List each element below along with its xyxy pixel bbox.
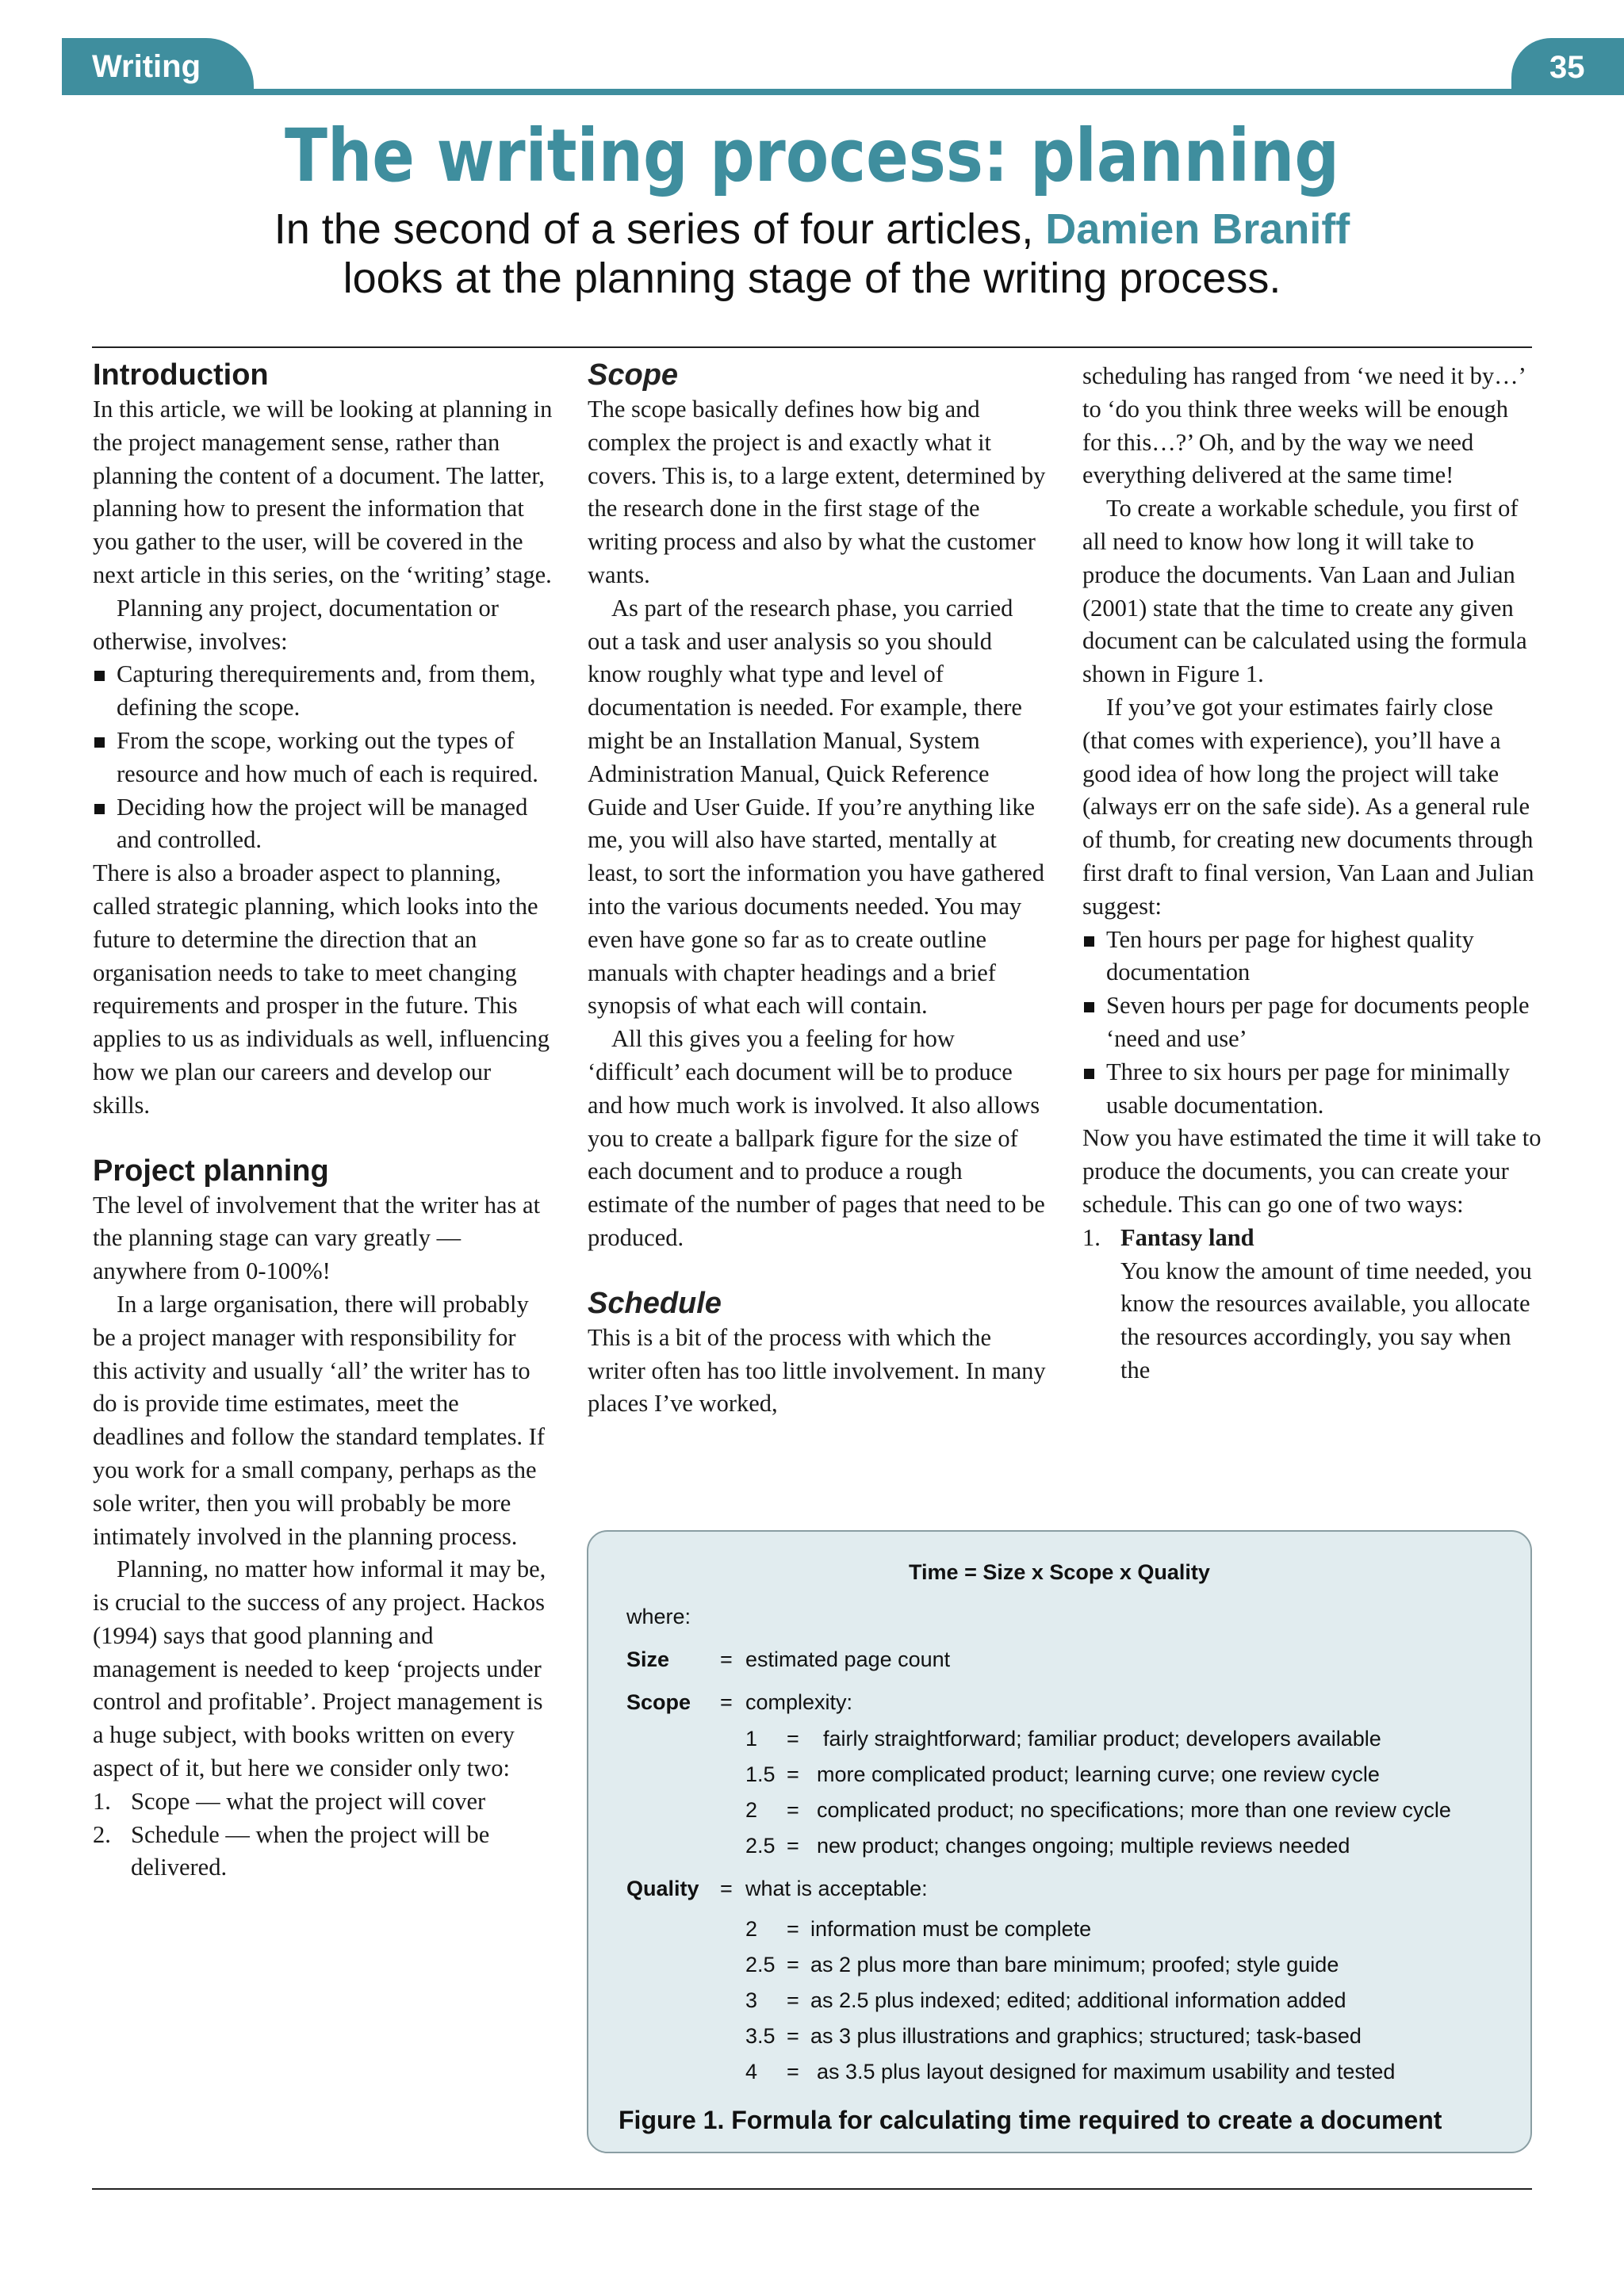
paragraph: There is also a broader aspect to planning, called strategic planning, which looks into the future to determine the direction that an organisation needs to take to meet changing requirements and prosper in the future. This applies to us as individuals as well, influencing how we plan our careers and develop our skills. bbox=[93, 859, 550, 1119]
paragraph: Now you have estimated the time it will take to produce the documents, you can create your schedule. This can go one of two ways: bbox=[1082, 1124, 1542, 1218]
equals-sign: = bbox=[720, 1877, 733, 1900]
quality-description: information must be complete bbox=[810, 1917, 1092, 1941]
numbered-list bbox=[93, 1785, 553, 1885]
scope-value: 1.5 bbox=[745, 1762, 776, 1786]
bullet-list bbox=[93, 658, 553, 857]
list-item: 1. Fantasy land You know the amount of time needed, you know the resources available, you allocate the resources accordingly, you say when the bbox=[1082, 1222, 1542, 1387]
top-rule bbox=[92, 346, 1532, 348]
list-item: Deciding how the project will be managed and controlled. bbox=[93, 791, 553, 858]
scope-label: Scope bbox=[626, 1690, 691, 1714]
quality-value: 3.5 bbox=[745, 2024, 776, 2048]
scope-value: 2 bbox=[745, 1798, 758, 1822]
standfirst-text: In the second of a series of four articles, bbox=[274, 205, 1046, 253]
size-label: Size bbox=[626, 1647, 670, 1671]
introduction-heading: Introduction bbox=[93, 358, 269, 392]
list-item-title: Fantasy land bbox=[1120, 1223, 1254, 1251]
column-1 bbox=[93, 357, 553, 1885]
project-planning-heading: Project planning bbox=[93, 1154, 329, 1188]
scope-description: more complicated product; learning curve; one review cycle bbox=[817, 1762, 1380, 1786]
equals-sign: = bbox=[720, 1690, 733, 1714]
list-item: 1. Scope — what the project will cover bbox=[93, 1787, 486, 1815]
paragraph: In this article, we will be looking at planning in the project management sense, rather than planning the content of a document. The latter, planning how to present the information that you gather to the user, will be covered in the next article in this series, on the ‘writing’ stage. bbox=[93, 396, 553, 588]
quality-definition: what is acceptable: bbox=[745, 1877, 928, 1900]
equals-sign: = bbox=[787, 1727, 799, 1751]
column-2 bbox=[588, 357, 1048, 1421]
figure-caption: Figure 1. Formula for calculating time required to create a document bbox=[619, 2106, 1442, 2134]
paragraph: scheduling has ranged from ‘we need it by…’ to ‘do you think three weeks will be enough for this…?’ Oh, and by the way we need everything delivered at the same time! bbox=[1082, 362, 1525, 489]
section-tab: Writing bbox=[62, 38, 254, 95]
paragraph: The scope basically defines how big and complex the project is and exactly what it covers. This is, to a large extent, determined by the research done in the first stage of the writing process and also by what the customer wants. bbox=[588, 396, 1046, 588]
scope-description: new product; changes ongoing; multiple reviews needed bbox=[817, 1834, 1350, 1858]
paragraph: To create a workable schedule, you first of all need to know how long it will take to produce the documents. Van Laan and Julian (2001) state that the time to create any given document can be calculated using the formula shown in Figure 1. bbox=[1082, 495, 1527, 688]
standfirst-line2: looks at the planning stage of the writing process. bbox=[343, 254, 1281, 302]
bullet-list bbox=[1082, 924, 1542, 1123]
scope-value: 2.5 bbox=[745, 1834, 776, 1858]
numbered-list bbox=[1082, 1222, 1542, 1387]
scope-description: complicated product; no specifications; more than one review cycle bbox=[817, 1798, 1451, 1822]
paragraph: As part of the research phase, you carried out a task and user analysis so you should know roughly what type and level of documentation is needed. For example, there might be an Installation Manual, System Administration Manual, Quick Reference Guide and User Guide. If you’re anything like me, you will also have started, mentally at least, to sort the information you have gathered into the various documents needed. You may even have gone so far as to create outline manuals with chapter headings and a brief synopsis of what each will contain. bbox=[588, 594, 1044, 1020]
article-title: The writing process: planning bbox=[284, 113, 1340, 198]
page-number: 35 bbox=[1511, 38, 1624, 95]
scope-heading: Scope bbox=[588, 358, 679, 392]
equals-sign: = bbox=[787, 1798, 799, 1822]
schedule-heading: Schedule bbox=[588, 1286, 722, 1320]
paragraph: Planning, no matter how informal it may be, is crucial to the success of any project. Hackos (1994) says that good planning and management is needed to keep ‘projects under control and profitable’. Project management is a huge subject, with books written on every aspect of it, but here we consider only two: bbox=[93, 1556, 546, 1782]
list-item: 2. Schedule — when the project will be delivered. bbox=[93, 1820, 490, 1881]
quality-description: as 3.5 plus layout designed for maximum usability and tested bbox=[817, 2060, 1396, 2084]
list-item: Capturing therequirements and, from them, defining the scope. bbox=[93, 658, 553, 725]
formula: Time = Size x Scope x Quality bbox=[909, 1560, 1210, 1584]
equals-sign: = bbox=[787, 2060, 799, 2084]
equals-sign: = bbox=[787, 1917, 799, 1941]
paragraph: The level of involvement that the writer has at the planning stage can vary greatly — anywhere from 0-100%! bbox=[93, 1191, 541, 1285]
quality-description: as 3 plus illustrations and graphics; structured; task-based bbox=[810, 2024, 1362, 2048]
quality-description: as 2 plus more than bare minimum; proofed; style guide bbox=[810, 1953, 1339, 1976]
equals-sign: = bbox=[787, 1762, 799, 1786]
list-item: From the scope, working out the types of resource and how much of each is required. bbox=[93, 725, 553, 791]
paragraph: This is a bit of the process with which the writer often has too little involvement. In many places I’ve worked, bbox=[588, 1323, 1046, 1418]
equals-sign: = bbox=[787, 1988, 799, 2012]
quality-value: 2.5 bbox=[745, 1953, 776, 1976]
paragraph: In a large organisation, there will probably be a project manager with responsibility for this activity and usually ‘all’ the writer has to do is provide time estimates, meet the deadlines and follow the standard templates. If you work for a small company, perhaps as the sole writer, then you will probably be more intimately involved in the planning process. bbox=[93, 1290, 545, 1550]
quality-label: Quality bbox=[626, 1877, 699, 1900]
equals-sign: = bbox=[787, 1953, 799, 1976]
list-item: Seven hours per page for documents people ‘need and use’ bbox=[1082, 989, 1542, 1056]
figure-1-formula-box bbox=[587, 1530, 1532, 2153]
quality-value: 3 bbox=[745, 1988, 758, 2012]
list-item-text: You know the amount of time needed, you know the resources available, you allocate the resources accordingly, you say when the bbox=[1120, 1257, 1532, 1383]
header-rule bbox=[62, 89, 1532, 95]
scope-definition: complexity: bbox=[745, 1690, 853, 1714]
standfirst bbox=[0, 205, 1624, 303]
scope-value: 1 bbox=[745, 1727, 758, 1751]
equals-sign: = bbox=[787, 1834, 799, 1858]
quality-value: 4 bbox=[745, 2060, 758, 2084]
list-item: Ten hours per page for highest quality documentation bbox=[1082, 924, 1542, 990]
quality-description: as 2.5 plus indexed; edited; additional information added bbox=[810, 1988, 1346, 2012]
scope-description: fairly straightforward; familiar product; developers available bbox=[823, 1727, 1381, 1751]
equals-sign: = bbox=[787, 2024, 799, 2048]
paragraph: All this gives you a feeling for how ‘difficult’ each document will be to produce and how much work is involved. It also allows you to create a ballpark figure for the size of each document and to produce a rough estimate of the number of pages that need to be produced. bbox=[588, 1025, 1045, 1251]
size-definition: estimated page count bbox=[745, 1647, 951, 1671]
bottom-rule bbox=[92, 2188, 1532, 2190]
quality-value: 2 bbox=[745, 1917, 758, 1941]
author-name: Damien Braniff bbox=[1045, 205, 1350, 253]
paragraph: Planning any project, documentation or otherwise, involves: bbox=[93, 594, 499, 655]
list-item: Three to six hours per page for minimally usable documentation. bbox=[1082, 1056, 1542, 1123]
paragraph: If you’ve got your estimates fairly close (that comes with experience), you’ll have a good idea of how long the project will take (always err on the safe side). As a general rule of thumb, for creating new documents through first draft to final version, Van Laan and Julian suggest: bbox=[1082, 693, 1534, 920]
column-3 bbox=[1082, 360, 1542, 1387]
equals-sign: = bbox=[720, 1647, 733, 1671]
where-label: where: bbox=[626, 1605, 691, 1628]
